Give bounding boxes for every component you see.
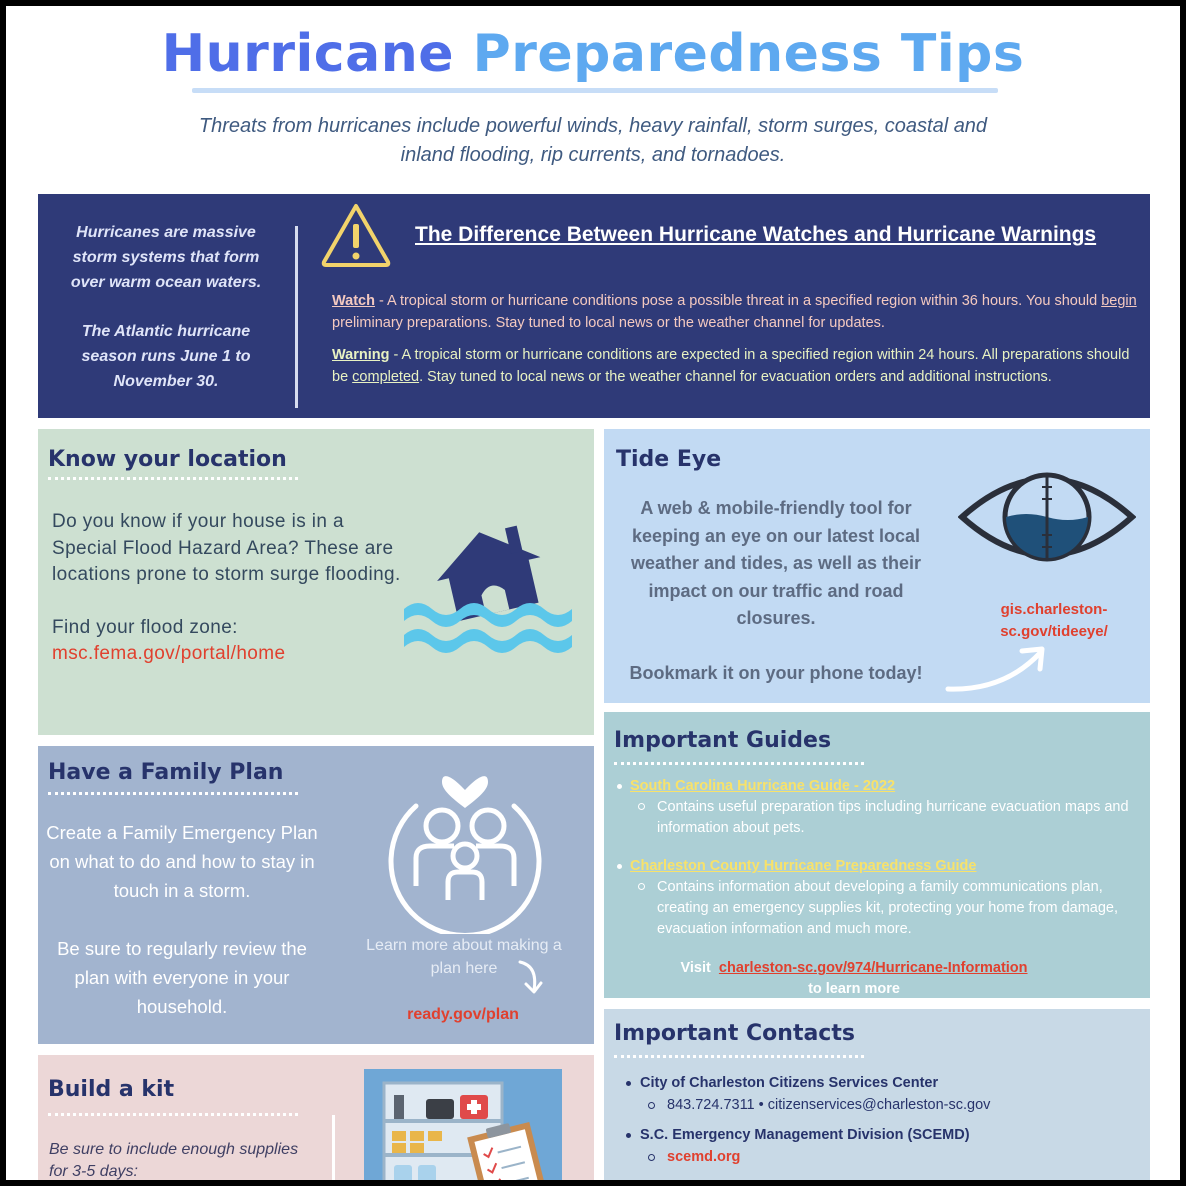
guide-item — [630, 858, 1140, 940]
warning-text-2: . Stay tuned to local news or the weather channel for evacuation orders and additional instructions. — [419, 369, 1052, 385]
know-location-card — [38, 429, 594, 735]
guide-sc-description: Contains useful preparation tips including hurricane evacuation maps and information about pets. — [630, 797, 1140, 839]
guide-charleston-description: Contains information about developing a family communications plan, creating an emergency supplies kit, protecting your home from damage, evacuation information and much more. — [630, 877, 1140, 940]
curved-arrow-icon — [944, 639, 1054, 699]
warning-emphasis: completed — [352, 369, 420, 385]
watch-label: Watch — [332, 293, 375, 309]
kit-divider — [332, 1115, 335, 1180]
warning-icon — [318, 200, 394, 270]
tide-eye-card — [604, 429, 1150, 703]
scemd-link[interactable]: scemd.org — [640, 1149, 1140, 1165]
build-kit-title: Build a kit — [48, 1077, 175, 1102]
guide-charleston-link[interactable]: Charleston County Hurricane Preparedness Guide — [630, 858, 1140, 874]
title-dotted-rule — [48, 477, 298, 480]
tide-eye-link[interactable]: gis.charleston-sc.gov/tideeye/ — [1000, 601, 1108, 640]
tide-eye-description: A web & mobile-friendly tool for keeping an eye on our latest local weather and tides, as well as their impact on our traffic and road closures. — [630, 498, 922, 628]
guide-sc-link[interactable]: South Carolina Hurricane Guide - 2022 — [630, 778, 1140, 794]
family-plan-text-1: Create a Family Emergency Plan on what to do and how to stay in touch in a storm. — [46, 822, 318, 901]
fact-storm-systems: Hurricanes are massive storm systems that form over warm ocean waters. — [70, 224, 262, 291]
family-plan-body — [42, 818, 322, 1021]
ready-gov-link[interactable]: ready.gov/plan — [407, 1006, 519, 1023]
contact-item — [640, 1075, 1140, 1113]
learn-more-text: Learn more about making a plan here — [366, 937, 562, 977]
title-dotted-rule — [48, 792, 298, 795]
contact-name: S.C. Emergency Management Division (SCEMD) — [640, 1127, 1140, 1143]
contacts-title: Important Contacts — [614, 1021, 855, 1046]
title-dotted-rule — [614, 1055, 864, 1058]
hurricane-info-link[interactable]: charleston-sc.gov/974/Hurricane-Information — [718, 960, 1028, 976]
know-location-title: Know your location — [48, 447, 287, 472]
bookmark-text: Bookmark it on your phone today! — [629, 662, 923, 683]
watch-definition — [332, 290, 1142, 334]
banner-divider — [295, 226, 298, 408]
curved-down-arrow-icon — [516, 956, 546, 996]
family-plan-text-2: Be sure to regularly review the plan with everyone in your household. — [57, 938, 307, 1017]
flood-hazard-question: Do you know if your house is in a Special Flood Hazard Area? These are locations prone to storm surge flooding. — [52, 511, 401, 585]
infographic-page — [6, 6, 1180, 1180]
tide-eye-body — [626, 495, 926, 687]
important-contacts-card — [604, 1009, 1150, 1180]
tide-eye-icon — [958, 457, 1136, 577]
page-subtitle: Threats from hurricanes include powerful winds, heavy rainfall, storm surges, coastal and inland flooding, rip currents, and tornadoes. — [198, 115, 988, 166]
warning-text-1: - A tropical storm or hurricane conditions are expected in a specified region within 24 hours. All preparations should be — [332, 347, 1130, 385]
title-part-2: Preparedness Tips — [472, 24, 1025, 84]
important-guides-card — [604, 712, 1150, 998]
visit-label: Visit — [680, 960, 711, 976]
title-part-1: Hurricane — [161, 24, 454, 84]
watch-emphasis: begin — [1101, 293, 1137, 309]
contact-name: City of Charleston Citizens Services Center — [640, 1075, 1140, 1091]
fema-link[interactable]: msc.fema.gov/portal/home — [52, 643, 286, 664]
watch-warning-banner — [38, 194, 1150, 418]
title-underline — [192, 88, 998, 93]
guides-title: Important Guides — [614, 728, 832, 753]
warning-label: Warning — [332, 347, 390, 363]
contact-detail[interactable]: 843.724.7311 • citizenservices@charleston-sc.gov — [640, 1097, 1140, 1113]
family-plan-title: Have a Family Plan — [48, 760, 284, 785]
build-kit-body: Be sure to include enough supplies for 3-5 days: — [49, 1141, 299, 1180]
flooded-house-icon — [398, 509, 582, 659]
fact-season: The Atlantic hurricane season runs June 1 to November 30. — [81, 323, 251, 390]
family-plan-card — [38, 746, 594, 1044]
banner-title: The Difference Between Hurricane Watches and Hurricane Warnings — [415, 223, 1097, 246]
visit-suffix: to learn more — [808, 981, 900, 997]
family-heart-icon — [382, 760, 548, 934]
build-kit-card — [38, 1055, 594, 1180]
title-dotted-rule — [48, 1113, 298, 1116]
contact-item — [640, 1127, 1140, 1165]
watch-text-2: preliminary preparations. Stay tuned to local news or the weather channel for updates. — [332, 315, 885, 331]
supply-shelf-icon — [364, 1069, 562, 1180]
flood-zone-label: Find your flood zone: — [52, 616, 238, 638]
guide-item — [630, 778, 1140, 839]
watch-text-1: - A tropical storm or hurricane conditions pose a possible threat in a specified region within 36 hours. You should — [374, 293, 1102, 309]
page-title — [6, 24, 1180, 84]
warning-definition — [332, 344, 1142, 388]
title-dotted-rule — [614, 762, 864, 765]
know-location-body — [52, 509, 412, 668]
tide-eye-title: Tide Eye — [616, 447, 722, 472]
hurricane-facts — [58, 220, 274, 418]
visit-line — [604, 958, 1104, 998]
